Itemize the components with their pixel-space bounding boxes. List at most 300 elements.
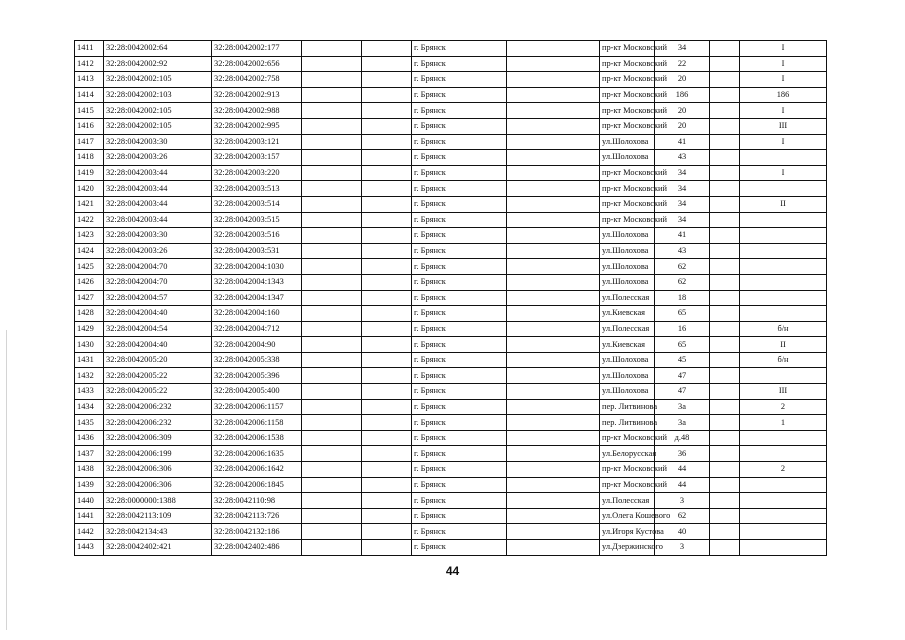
cell-object-cadastral-number: 32:28:0042004:712 [212,321,302,337]
cell-empty [302,337,362,353]
cell-building-number: I [740,165,827,181]
cell-object-cadastral-number: 32:28:0042002:995 [212,118,302,134]
cell-object-cadastral-number: 32:28:0042004:1347 [212,290,302,306]
cell-street: пр-кт Московский [600,196,655,212]
cell-empty [507,306,600,322]
cell-building-number [740,181,827,197]
cell-building-number: II [740,196,827,212]
cell-building-number [740,508,827,524]
table-row [75,228,827,244]
cell-street: пр-кт Московский [600,212,655,228]
cell-empty [710,274,740,290]
cell-house-number: 62 [655,274,710,290]
cell-building-number [740,306,827,322]
table-row [75,415,827,431]
cell-empty [302,274,362,290]
table-row [75,462,827,478]
cell-object-cadastral-number: 32:28:0042003:220 [212,165,302,181]
cell-city: г. Брянск [412,384,507,400]
cell-city: г. Брянск [412,196,507,212]
cell-house-number: 62 [655,508,710,524]
cell-parcel-cadastral-number: 32:28:0042006:199 [104,446,212,462]
table-row [75,243,827,259]
cell-parcel-cadastral-number: 32:28:0042006:306 [104,462,212,478]
cell-empty [302,41,362,57]
cell-city: г. Брянск [412,228,507,244]
cell-house-number: 34 [655,196,710,212]
cell-row-number: 1420 [75,181,104,197]
cell-empty [507,384,600,400]
cell-street: пр-кт Московский [600,103,655,119]
cell-street: ул.Дзержинского [600,540,655,556]
table-row [75,87,827,103]
cell-empty [507,337,600,353]
table-row [75,41,827,57]
cell-parcel-cadastral-number: 32:28:0042004:57 [104,290,212,306]
cell-empty [710,352,740,368]
cell-empty [362,259,412,275]
cell-empty [507,321,600,337]
cell-city: г. Брянск [412,181,507,197]
cell-empty [302,508,362,524]
cell-city: г. Брянск [412,321,507,337]
cell-object-cadastral-number: 32:28:0042005:338 [212,352,302,368]
cell-parcel-cadastral-number: 32:28:0000000:1388 [104,493,212,509]
cell-empty [710,196,740,212]
table-row [75,259,827,275]
cell-empty [710,56,740,72]
cell-row-number: 1422 [75,212,104,228]
cell-row-number: 1441 [75,508,104,524]
cell-empty [710,259,740,275]
cell-object-cadastral-number: 32:28:0042003:513 [212,181,302,197]
table-row [75,274,827,290]
cell-row-number: 1432 [75,368,104,384]
cell-street: ул.Шолохова [600,243,655,259]
cell-empty [302,72,362,88]
cell-empty [362,290,412,306]
cell-street: ул.Полесская [600,493,655,509]
cell-house-number: 34 [655,212,710,228]
cell-parcel-cadastral-number: 32:28:0042006:232 [104,399,212,415]
cell-city: г. Брянск [412,72,507,88]
cell-building-number [740,290,827,306]
cell-street: пр-кт Московский [600,430,655,446]
cell-city: г. Брянск [412,118,507,134]
cell-empty [507,477,600,493]
cell-empty [507,446,600,462]
cell-empty [362,41,412,57]
cell-empty [302,430,362,446]
cell-object-cadastral-number: 32:28:0042006:1845 [212,477,302,493]
cell-row-number: 1437 [75,446,104,462]
cell-empty [362,352,412,368]
cell-house-number: д.48 [655,430,710,446]
cell-row-number: 1427 [75,290,104,306]
cell-object-cadastral-number: 32:28:0042006:1538 [212,430,302,446]
cell-empty [362,118,412,134]
cell-empty [302,306,362,322]
cell-city: г. Брянск [412,352,507,368]
cell-empty [710,150,740,166]
cell-empty [362,337,412,353]
cell-house-number: 40 [655,524,710,540]
cell-row-number: 1416 [75,118,104,134]
cell-building-number [740,150,827,166]
cell-building-number [740,243,827,259]
table-row [75,118,827,134]
cell-row-number: 1429 [75,321,104,337]
cell-building-number: I [740,72,827,88]
cell-empty [302,368,362,384]
cell-parcel-cadastral-number: 32:28:0042002:92 [104,56,212,72]
cell-row-number: 1411 [75,41,104,57]
cell-building-number [740,446,827,462]
table-row [75,212,827,228]
cell-row-number: 1424 [75,243,104,259]
cell-empty [710,446,740,462]
cell-street: пр-кт Московский [600,165,655,181]
cell-street: пр-кт Московский [600,56,655,72]
cell-empty [362,103,412,119]
cell-empty [710,321,740,337]
cell-building-number: 2 [740,462,827,478]
cell-row-number: 1417 [75,134,104,150]
cell-empty [710,384,740,400]
cell-street: ул.Шолохова [600,384,655,400]
table-row [75,524,827,540]
cell-empty [507,165,600,181]
cell-house-number: 22 [655,56,710,72]
cell-row-number: 1438 [75,462,104,478]
cell-empty [362,384,412,400]
cell-empty [507,181,600,197]
cell-building-number [740,259,827,275]
cell-empty [507,103,600,119]
cell-empty [507,290,600,306]
cell-object-cadastral-number: 32:28:0042002:913 [212,87,302,103]
table-row [75,196,827,212]
scan-edge-line [6,330,7,630]
table-row [75,477,827,493]
cell-building-number [740,368,827,384]
cell-house-number: 41 [655,134,710,150]
cell-row-number: 1415 [75,103,104,119]
cell-empty [507,430,600,446]
cell-building-number: I [740,103,827,119]
cell-object-cadastral-number: 32:28:0042006:1158 [212,415,302,431]
cell-city: г. Брянск [412,134,507,150]
table-row [75,56,827,72]
table-row [75,430,827,446]
cell-row-number: 1443 [75,540,104,556]
cell-empty [302,196,362,212]
cell-row-number: 1414 [75,87,104,103]
cell-empty [302,290,362,306]
cell-empty [362,508,412,524]
table-row [75,540,827,556]
cell-building-number [740,524,827,540]
cell-empty [362,524,412,540]
cell-empty [710,430,740,446]
cell-empty [507,399,600,415]
cell-street: ул.Шолохова [600,150,655,166]
cell-empty [302,321,362,337]
cell-building-number: 186 [740,87,827,103]
cell-empty [362,196,412,212]
cell-empty [507,462,600,478]
table-row [75,321,827,337]
cell-empty [507,196,600,212]
cell-parcel-cadastral-number: 32:28:0042004:70 [104,274,212,290]
cell-street: ул.Шолохова [600,352,655,368]
cell-empty [507,134,600,150]
cell-empty [302,165,362,181]
cell-object-cadastral-number: 32:28:0042003:514 [212,196,302,212]
cell-empty [710,72,740,88]
cell-parcel-cadastral-number: 32:28:0042002:64 [104,41,212,57]
registry-table [74,40,827,556]
cell-empty [302,493,362,509]
cell-building-number: б/н [740,321,827,337]
cell-empty [507,41,600,57]
cell-building-number [740,274,827,290]
cell-empty [710,493,740,509]
cell-object-cadastral-number: 32:28:0042006:1642 [212,462,302,478]
table-row [75,72,827,88]
cell-row-number: 1428 [75,306,104,322]
cell-parcel-cadastral-number: 32:28:0042004:70 [104,259,212,275]
cell-building-number [740,212,827,228]
cell-empty [362,493,412,509]
cell-parcel-cadastral-number: 32:28:0042113:109 [104,508,212,524]
cell-row-number: 1425 [75,259,104,275]
cell-row-number: 1434 [75,399,104,415]
cell-empty [362,165,412,181]
cell-empty [507,524,600,540]
cell-empty [507,150,600,166]
cell-city: г. Брянск [412,399,507,415]
cell-empty [302,352,362,368]
cell-house-number: 34 [655,181,710,197]
cell-object-cadastral-number: 32:28:0042003:516 [212,228,302,244]
cell-empty [362,368,412,384]
table-row [75,493,827,509]
table-row [75,399,827,415]
cell-empty [362,181,412,197]
cell-house-number: 20 [655,118,710,134]
cell-empty [302,446,362,462]
cell-empty [507,493,600,509]
cell-empty [507,72,600,88]
cell-street: ул.Шолохова [600,259,655,275]
cell-house-number: 65 [655,306,710,322]
cell-row-number: 1433 [75,384,104,400]
cell-building-number: III [740,118,827,134]
cell-street: ул.Шолохова [600,274,655,290]
cell-house-number: 34 [655,165,710,181]
cell-empty [362,415,412,431]
cell-street: пер. Литвинова [600,415,655,431]
cell-parcel-cadastral-number: 32:28:0042006:306 [104,477,212,493]
cell-empty [302,540,362,556]
cell-building-number: II [740,337,827,353]
cell-parcel-cadastral-number: 32:28:0042004:40 [104,306,212,322]
cell-empty [710,103,740,119]
cell-row-number: 1426 [75,274,104,290]
table-row [75,352,827,368]
cell-object-cadastral-number: 32:28:0042003:121 [212,134,302,150]
cell-building-number [740,430,827,446]
cell-parcel-cadastral-number: 32:28:0042003:30 [104,228,212,244]
table-row [75,165,827,181]
cell-city: г. Брянск [412,56,507,72]
cell-empty [710,87,740,103]
cell-object-cadastral-number: 32:28:0042110:98 [212,493,302,509]
cell-house-number: 186 [655,87,710,103]
cell-city: г. Брянск [412,430,507,446]
cell-city: г. Брянск [412,165,507,181]
table-row [75,508,827,524]
cell-object-cadastral-number: 32:28:0042004:160 [212,306,302,322]
cell-empty [302,56,362,72]
cell-parcel-cadastral-number: 32:28:0042003:44 [104,181,212,197]
table-row [75,181,827,197]
cell-building-number: б/н [740,352,827,368]
cell-street: пер. Литвинова [600,399,655,415]
cell-empty [507,508,600,524]
cell-object-cadastral-number: 32:28:0042002:177 [212,41,302,57]
cell-empty [362,150,412,166]
cell-empty [507,56,600,72]
cell-empty [507,259,600,275]
cell-parcel-cadastral-number: 32:28:0042003:26 [104,150,212,166]
cell-building-number: 1 [740,415,827,431]
cell-parcel-cadastral-number: 32:28:0042002:105 [104,103,212,119]
cell-street: ул.Киевская [600,337,655,353]
cell-empty [507,274,600,290]
cell-street: ул.Белорусская [600,446,655,462]
cell-house-number: 3а [655,399,710,415]
cell-city: г. Брянск [412,41,507,57]
cell-empty [710,134,740,150]
cell-house-number: 20 [655,72,710,88]
cell-object-cadastral-number: 32:28:0042004:90 [212,337,302,353]
cell-empty [710,290,740,306]
cell-empty [302,134,362,150]
cell-parcel-cadastral-number: 32:28:0042002:105 [104,72,212,88]
cell-street: пр-кт Московский [600,181,655,197]
cell-city: г. Брянск [412,212,507,228]
cell-city: г. Брянск [412,524,507,540]
cell-empty [362,243,412,259]
cell-empty [507,118,600,134]
cell-city: г. Брянск [412,243,507,259]
cell-row-number: 1440 [75,493,104,509]
cell-city: г. Брянск [412,462,507,478]
cell-empty [710,41,740,57]
cell-object-cadastral-number: 32:28:0042002:988 [212,103,302,119]
table-row [75,103,827,119]
cell-city: г. Брянск [412,150,507,166]
registry-table-body [75,41,827,556]
cell-city: г. Брянск [412,274,507,290]
cell-empty [710,462,740,478]
cell-city: г. Брянск [412,368,507,384]
cell-street: ул.Шолохова [600,134,655,150]
cell-empty [362,399,412,415]
cell-empty [710,368,740,384]
cell-empty [507,228,600,244]
table-row [75,337,827,353]
cell-empty [362,306,412,322]
cell-empty [507,352,600,368]
cell-street: ул.Полесская [600,290,655,306]
cell-street: ул.Полесская [600,321,655,337]
cell-parcel-cadastral-number: 32:28:0042004:40 [104,337,212,353]
cell-parcel-cadastral-number: 32:28:0042005:22 [104,384,212,400]
cell-street: ул.Шолохова [600,228,655,244]
cell-empty [710,181,740,197]
cell-street: пр-кт Московский [600,72,655,88]
cell-house-number: 43 [655,150,710,166]
cell-empty [710,165,740,181]
cell-row-number: 1421 [75,196,104,212]
cell-empty [362,446,412,462]
cell-empty [507,368,600,384]
cell-building-number [740,540,827,556]
cell-building-number: I [740,134,827,150]
cell-object-cadastral-number: 32:28:0042002:758 [212,72,302,88]
cell-street: пр-кт Московский [600,462,655,478]
cell-empty [710,477,740,493]
cell-empty [362,56,412,72]
cell-city: г. Брянск [412,540,507,556]
cell-empty [302,212,362,228]
cell-building-number: I [740,41,827,57]
cell-empty [710,306,740,322]
cell-building-number: III [740,384,827,400]
cell-street: ул.Игоря Кустова [600,524,655,540]
cell-house-number: 62 [655,259,710,275]
cell-empty [507,540,600,556]
cell-city: г. Брянск [412,306,507,322]
table-row [75,446,827,462]
cell-house-number: 47 [655,368,710,384]
cell-street: ул.Киевская [600,306,655,322]
cell-house-number: 20 [655,103,710,119]
cell-object-cadastral-number: 32:28:0042004:1030 [212,259,302,275]
cell-street: пр-кт Московский [600,477,655,493]
cell-city: г. Брянск [412,477,507,493]
cell-empty [710,399,740,415]
cell-empty [302,384,362,400]
cell-object-cadastral-number: 32:28:0042004:1343 [212,274,302,290]
cell-empty [507,243,600,259]
cell-house-number: 65 [655,337,710,353]
cell-row-number: 1413 [75,72,104,88]
table-row [75,384,827,400]
cell-empty [710,540,740,556]
cell-row-number: 1412 [75,56,104,72]
cell-empty [302,228,362,244]
cell-row-number: 1418 [75,150,104,166]
cell-parcel-cadastral-number: 32:28:0042002:105 [104,118,212,134]
cell-empty [362,430,412,446]
cell-empty [302,150,362,166]
cell-street: пр-кт Московский [600,41,655,57]
cell-house-number: 44 [655,462,710,478]
